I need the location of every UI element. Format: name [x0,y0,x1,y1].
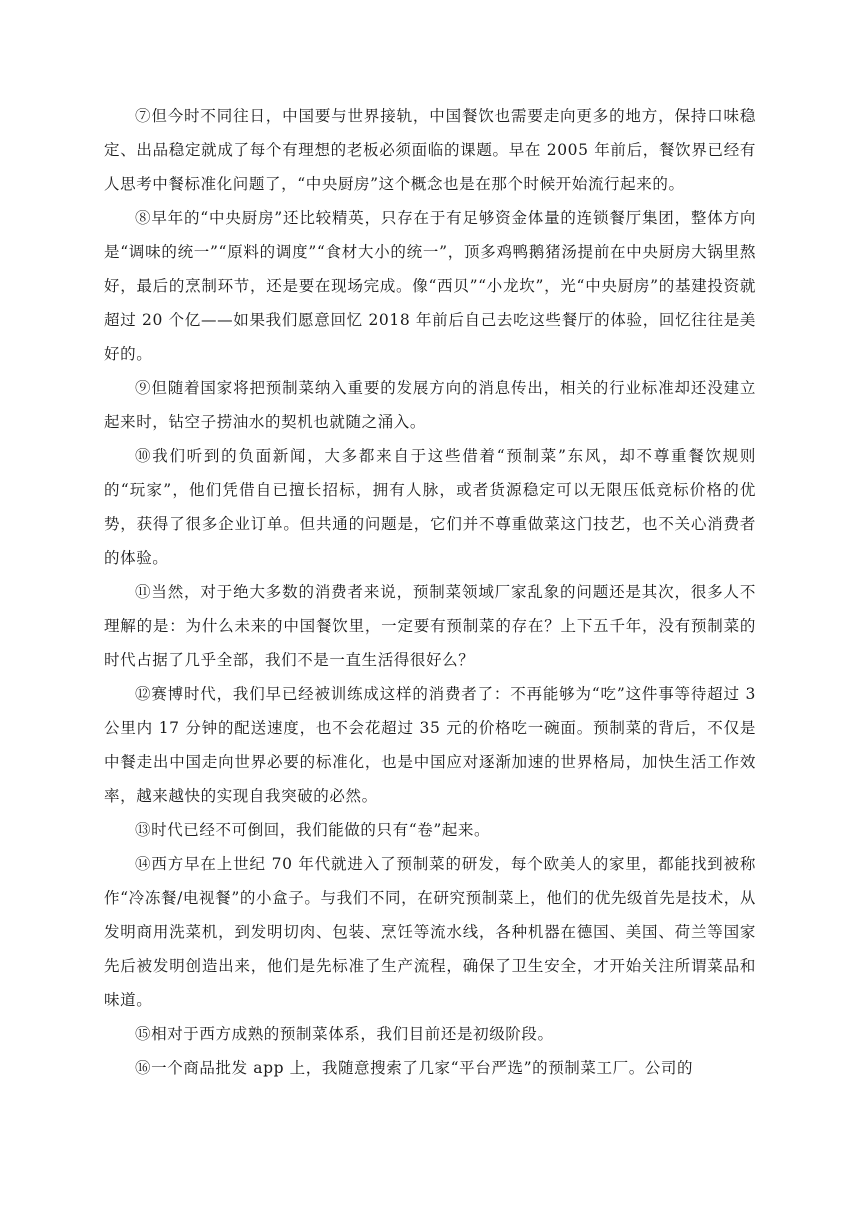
paragraph-9: ⑨但随着国家将把预制菜纳入重要的发展方向的消息传出，相关的行业标准却还没建立起来时，钻空子捞油水的契机也就随之涌入。 [104,379,756,431]
paragraph-15: ⑮相对于西方成熟的预制菜体系，我们目前还是初级阶段。 [135,1025,554,1043]
paragraph-8: ⑧早年的“中央厨房”还比较精英，只存在于有足够资金体量的连锁餐厅集团，整体方向是“调味的统一”“原料的调度”“食材大小的统一”，顶多鸡鸭鹅猪汤提前在中央厨房大锅里熬好，最后的烹制环节，还是要在现场完成。像“西贝”“小龙坎”，光“中央厨房”的基建投资就超过 20 个亿——如果我们愿意回忆 2018 年前后自己去吃这些餐厅的体验，回忆往往是美好的。 [104,209,756,363]
paragraph-10: ⑩我们听到的负面新闻，大多都来自于这些借着“预制菜”东风，却不尊重餐饮规则的“玩家”，他们凭借自已擅长招标，拥有人脉，或者货源稳定可以无限压低竞标价格的优势，获得了很多企业订单。但共通的问题是，它们并不尊重做菜这门技艺，也不关心消费者的体验。 [104,447,756,567]
paragraph-12: ⑫赛博时代，我们早已经被训练成这样的消费者了：不再能够为“吃”这件事等待超过 3 公里内 17 分钟的配送速度，也不会花超过 35 元的价格吃一碗面。预制菜的背后，不仅是中餐走出中国走向世界必要的标准化，也是中国应对逐渐加速的世界格局，加快生活工作效率，越来越快的实现自我突破的必然。 [104,685,756,805]
article-body [104,99,756,1085]
paragraph-13: ⑬时代已经不可倒回，我们能做的只有“卷”起来。 [135,821,491,839]
paragraph-16: ⑯一个商品批发 app 上，我随意搜索了几家“平台严选”的预制菜工厂。公司的 [135,1059,694,1077]
paragraph-11: ⑪当然，对于绝大多数的消费者来说，预制菜领域厂家乱象的问题还是其次，很多人不理解的是：为什么未来的中国餐饮里，一定要有预制菜的存在？上下五千年，没有预制菜的时代占据了几乎全部，我们不是一直生活得很好么？ [104,583,756,669]
paragraph-7: ⑦但今时不同往日，中国要与世界接轨，中国餐饮也需要走向更多的地方，保持口味稳定、出品稳定就成了每个有理想的老板必须面临的课题。早在 2005 年前后，餐饮界已经有人思考中餐标准化问题了，“中央厨房”这个概念也是在那个时候开始流行起来的。 [104,107,756,193]
paragraph-14: ⑭西方早在上世纪 70 年代就进入了预制菜的研发，每个欧美人的家里，都能找到被称作“冷冻餐/电视餐”的小盒子。与我们不同，在研究预制菜上，他们的优先级首先是技术，从发明商用洗菜机，到发明切肉、包装、烹饪等流水线，各种机器在德国、美国、荷兰等国家先后被发明创造出来，他们是先标准了生产流程，确保了卫生安全，才开始关注所谓菜品和味道。 [104,855,756,1009]
